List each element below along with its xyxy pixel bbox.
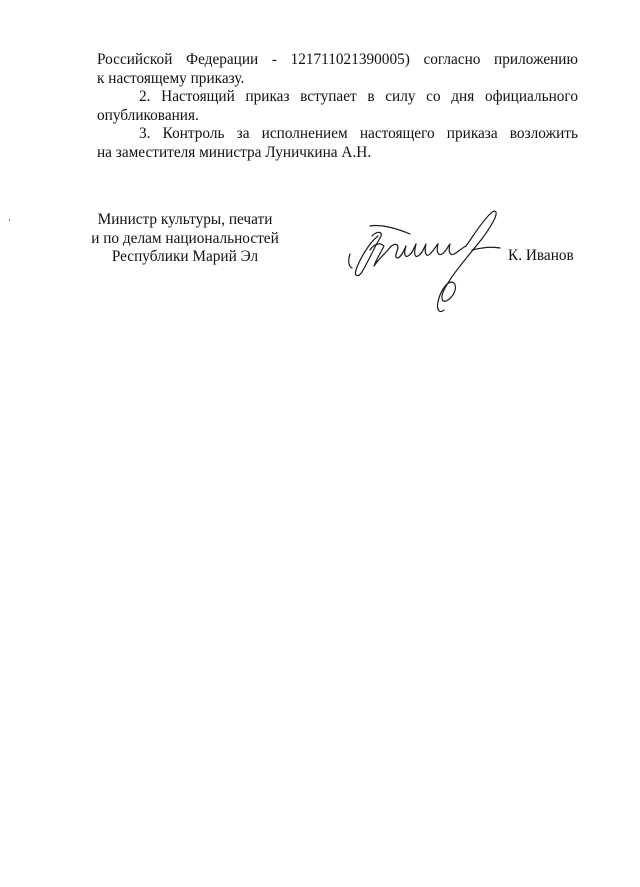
signer-title-line: Министр культуры, печати	[97, 211, 273, 228]
word: вступает	[300, 88, 357, 106]
paragraph-3-line-2: на заместителя министра Луничкина А.Н.	[97, 143, 372, 161]
word: возложить	[509, 125, 578, 143]
word: 2.	[139, 88, 151, 106]
word: Федерации	[186, 51, 259, 68]
word: со	[426, 88, 441, 106]
word: приложению	[494, 51, 578, 68]
word: дня	[451, 88, 475, 106]
word: приказ	[245, 88, 290, 106]
paragraph-2-line-1	[97, 88, 578, 107]
word: официального	[484, 88, 578, 106]
word: приказа	[446, 125, 498, 143]
word: 3.	[139, 125, 151, 143]
signer-title-line: Республики Марий Эл	[111, 248, 259, 266]
scan-speck	[9, 219, 10, 221]
word: 121711021390005)	[290, 51, 410, 68]
word: согласно	[423, 51, 481, 68]
word: силу	[385, 88, 416, 106]
signer-name: К. Иванов	[508, 247, 574, 264]
word: в	[367, 88, 375, 106]
paragraph-3-line-1	[97, 125, 578, 144]
word: -	[271, 51, 277, 68]
word: за	[236, 125, 250, 143]
word: настоящего	[359, 125, 435, 143]
paragraph-2-line-2: опубликования.	[97, 106, 199, 124]
word: Настоящий	[161, 88, 235, 106]
signer-title	[70, 211, 300, 267]
paragraph-1-line-1	[97, 51, 578, 70]
word: Российской	[97, 51, 173, 68]
word: Контроль	[162, 125, 225, 143]
handwritten-signature	[340, 198, 515, 323]
word: исполнением	[261, 125, 348, 143]
order-text	[97, 51, 578, 163]
paragraph-1-line-2: к настоящему приказу.	[97, 69, 245, 87]
signer-title-line: и по делам национальностей	[91, 229, 279, 247]
